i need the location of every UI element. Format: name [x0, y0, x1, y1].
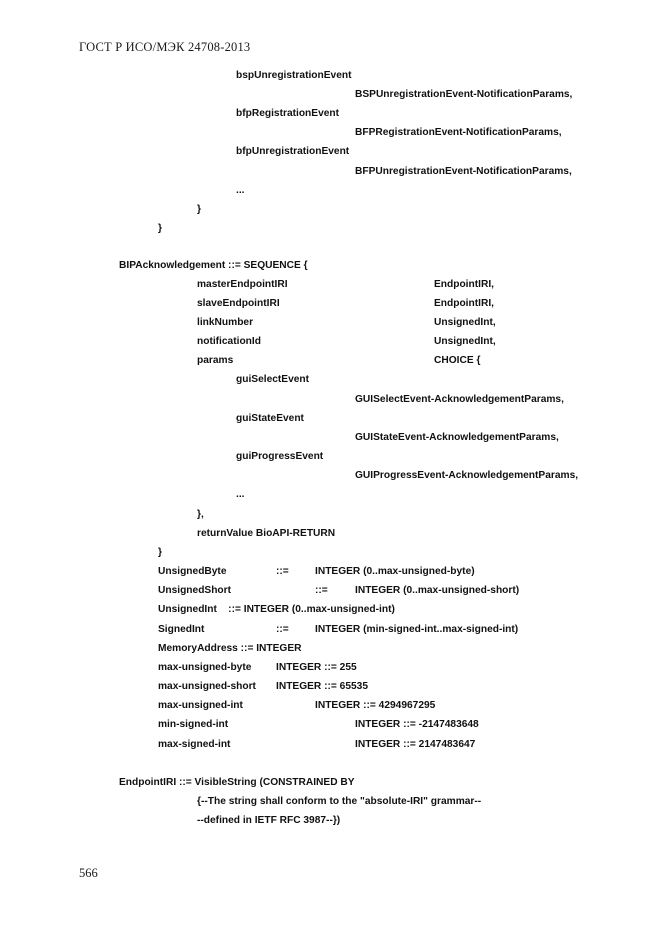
code-line: }	[197, 204, 201, 215]
code-const-name: max-unsigned-int	[158, 700, 243, 711]
code-line: returnValue BioAPI-RETURN	[197, 528, 336, 539]
code-field-type: EndpointIRI,	[434, 279, 494, 290]
code-line: --defined in IETF RFC 3987--})	[197, 815, 341, 826]
code-line: UnsignedInt ::= INTEGER (0..max-unsigned-int)	[158, 604, 395, 615]
code-line: GUIStateEvent-AcknowledgementParams,	[355, 432, 559, 443]
document-header: ГОСТ Р ИСО/МЭК 24708-2013	[79, 40, 251, 54]
code-line: }	[158, 547, 162, 558]
code-line: {--The string shall conform to the "absolute-IRI" grammar--	[197, 796, 482, 807]
code-line: MemoryAddress ::= INTEGER	[158, 643, 302, 654]
code-type-def: INTEGER (min-signed-int..max-signed-int)	[315, 624, 519, 635]
code-const-value: INTEGER ::= -2147483648	[355, 719, 479, 730]
code-line: GUIProgressEvent-AcknowledgementParams,	[355, 470, 579, 481]
code-line: BSPUnregistrationEvent-NotificationParams,	[355, 89, 573, 100]
code-line: bfpUnregistrationEvent	[236, 146, 350, 157]
code-assign: ::=	[276, 624, 289, 635]
page-number: 566	[79, 866, 98, 880]
code-line: BFPRegistrationEvent-NotificationParams,	[355, 127, 562, 138]
code-const-value: INTEGER ::= 255	[276, 662, 357, 673]
code-field-type: UnsignedInt,	[434, 317, 496, 328]
code-line: ...	[236, 489, 245, 500]
code-const-value: INTEGER ::= 65535	[276, 681, 369, 692]
code-field-type: EndpointIRI,	[434, 298, 494, 309]
code-line: ...	[236, 185, 245, 196]
code-field-name: slaveEndpointIRI	[197, 298, 280, 309]
code-type-name: UnsignedShort	[158, 585, 232, 596]
code-type-def: INTEGER (0..max-unsigned-short)	[355, 585, 520, 596]
code-field-type: UnsignedInt,	[434, 336, 496, 347]
code-type-def: INTEGER (0..max-unsigned-byte)	[315, 566, 475, 577]
code-line: BFPUnregistrationEvent-NotificationParams,	[355, 166, 572, 177]
code-type-name: UnsignedByte	[158, 566, 227, 577]
code-line: bspUnregistrationEvent	[236, 70, 352, 81]
code-const-value: INTEGER ::= 2147483647	[355, 739, 476, 750]
code-line: BIPAcknowledgement ::= SEQUENCE {	[119, 260, 308, 271]
code-line: bfpRegistrationEvent	[236, 108, 340, 119]
code-line: EndpointIRI ::= VisibleString (CONSTRAINED BY	[119, 777, 355, 788]
code-line: guiSelectEvent	[236, 374, 310, 385]
code-line: guiProgressEvent	[236, 451, 324, 462]
code-assign: ::=	[315, 585, 328, 596]
code-line: GUISelectEvent-AcknowledgementParams,	[355, 394, 564, 405]
code-const-value: INTEGER ::= 4294967295	[315, 700, 436, 711]
code-const-name: min-signed-int	[158, 719, 229, 730]
code-line: },	[197, 509, 204, 520]
code-const-name: max-signed-int	[158, 739, 231, 750]
code-line: guiStateEvent	[236, 413, 304, 424]
code-field-name: notificationId	[197, 336, 261, 347]
code-field-name: linkNumber	[197, 317, 254, 328]
code-field-name: masterEndpointIRI	[197, 279, 288, 290]
code-assign: ::=	[276, 566, 289, 577]
code-const-name: max-unsigned-byte	[158, 662, 252, 673]
code-type-name: SignedInt	[158, 624, 205, 635]
code-line: }	[158, 223, 162, 234]
code-field-type: CHOICE {	[434, 355, 481, 366]
code-const-name: max-unsigned-short	[158, 681, 256, 692]
code-field-name: params	[197, 355, 234, 366]
